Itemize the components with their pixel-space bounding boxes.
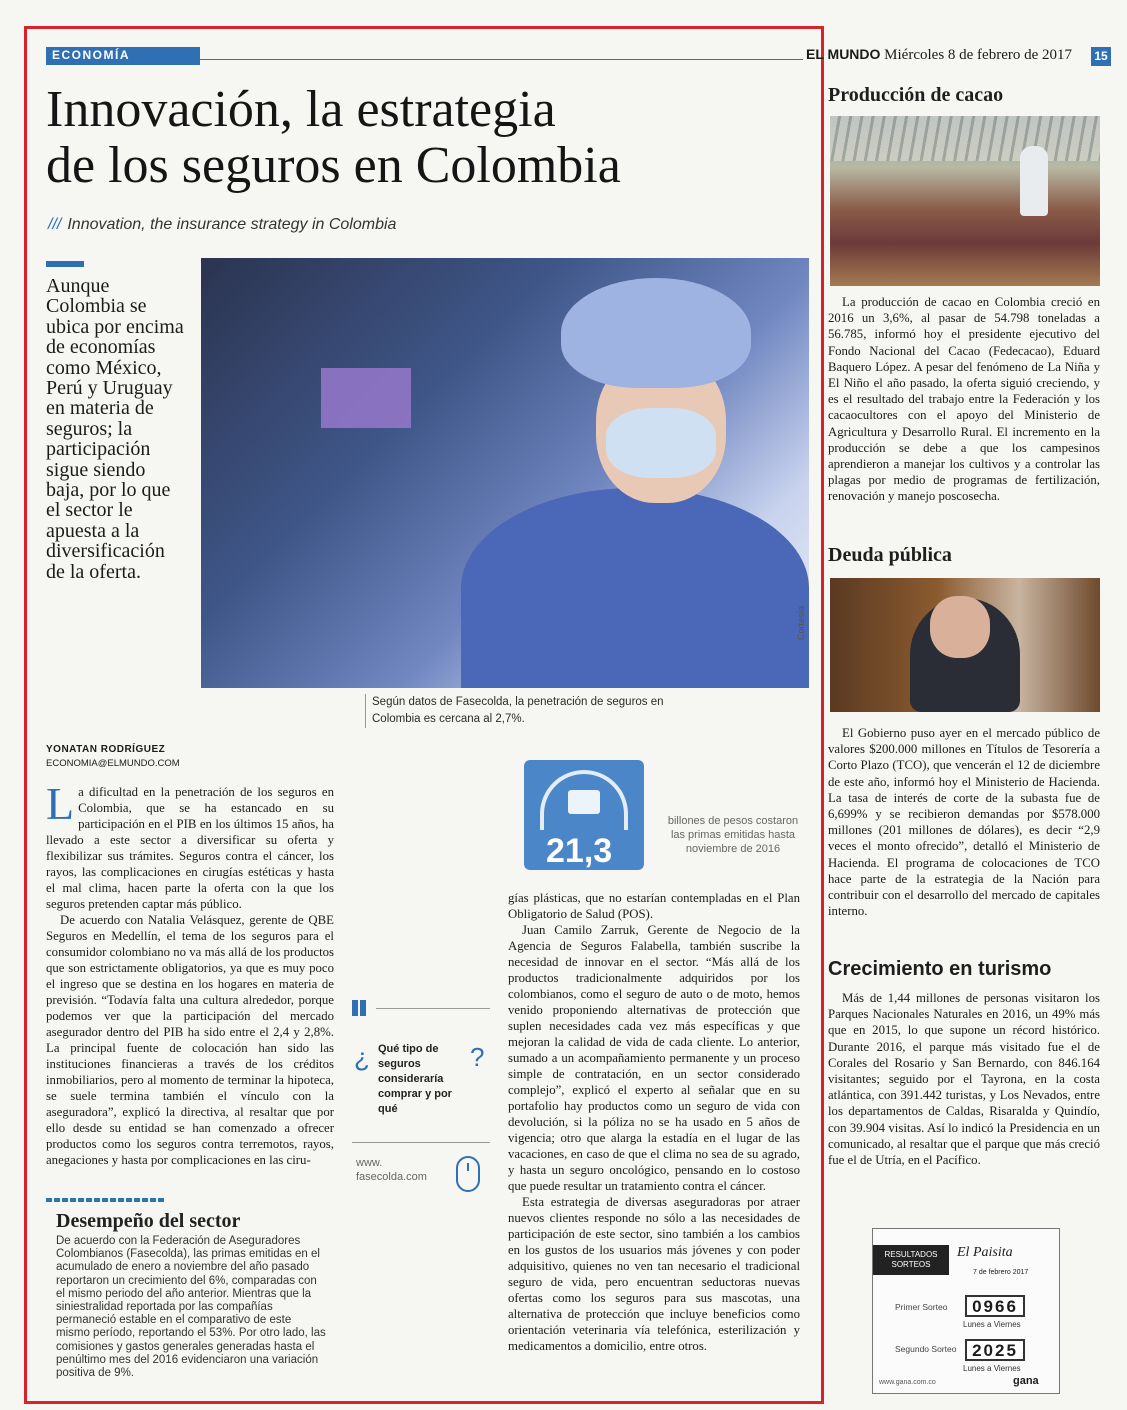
photo-credit: Cortesía — [796, 605, 806, 640]
section-rule — [200, 59, 803, 60]
first-draw-label: Primer Sorteo — [895, 1302, 948, 1312]
sector-body: De acuerdo con la Federación de Aseguradores Colombianos (Fasecolda), las primas emitidas en el acumulado de enero a noviembre del año pasado reportaron un crecimiento del 6%, comparadas con el mismo periodo del año anterior. Mientras que la siniestralidad reportada por las compañías permaneció estable en el comparativo de este mismo período, reportando el 53%. Por otro lado, las comisiones y gastos generales generadas hasta el penúltimo mes del 2016 evidenciaron una variación positiva de 9%. — [56, 1235, 326, 1380]
stat-description: billones de pesos costaron las primas emitidas hasta noviembre de 2016 — [667, 815, 799, 855]
lottery-header: RESULTADOS SORTEOS — [873, 1245, 949, 1275]
poll-question: Qué tipo de seguros consideraría comprar y por qué — [378, 1043, 452, 1115]
headline — [46, 82, 806, 194]
paragraph-3: gías plásticas, que no estarían contempladas en el Plan Obligatorio de Salud (POS). — [508, 891, 800, 921]
cacao-photo — [830, 116, 1100, 286]
lottery-brand: El Paisita — [957, 1245, 1013, 1260]
poll-bars-icon — [352, 1000, 368, 1021]
first-draw-number: 0966 — [965, 1295, 1025, 1317]
reader-poll — [352, 1000, 490, 1206]
sector-rule — [46, 1198, 164, 1202]
article-column-3 — [508, 890, 800, 1354]
author-name: YONATAN RODRÍGUEZ — [46, 744, 166, 755]
masthead — [806, 46, 1072, 64]
turismo-title: Crecimiento en turismo — [828, 958, 1052, 980]
paragraph-5: Esta estrategia de diversas aseguradoras por atraer nuevos clientes responde no sólo a las necesidades de participación de este sector, sino también a los cambios en los gustos de los usuarios más jóvenes y con poder adquisitivo, quienes no ven tan necesario el tradicional seguro de vida, pero encuentran seductoras nuevas ofertas como los seguros para sus mascotas, una alternativa de protección que incluye beneficios como orientación veterinaria vía telefónica, esterilización y medicamentos a domicilio, entre otros. — [508, 1195, 800, 1353]
subline-text: Innovation, the insurance strategy in Colombia — [67, 216, 397, 233]
subline-slashes: /// — [48, 216, 62, 233]
minister-photo — [830, 578, 1100, 712]
lottery-ad — [872, 1228, 1060, 1394]
gana-logo: gana — [1013, 1375, 1039, 1387]
paragraph-1: a dificultad en la penetración de los seguros en Colombia, que se ha estancado en su participación en el PIB en los últimos 15 años, ha llevado a este sector a diversificar su oferta y flexibilizar sus trámites. Seguros contra el cáncer, los rayos, las complicaciones en cirugías estéticas y hasta el mal clima, hacen parte la oferta con la que los seguros pretenden captar más público. — [46, 785, 334, 911]
masthead-brand: EL MUNDO — [806, 46, 881, 62]
author-email: ECONOMIA@ELMUNDO.COM — [46, 758, 180, 769]
headline-line-2: de los seguros en Colombia — [46, 137, 621, 194]
second-draw-days: Lunes a Viernes — [963, 1364, 1021, 1373]
poll-url[interactable]: www. fasecolda.com — [356, 1157, 427, 1183]
section-tag: ECONOMÍA — [46, 47, 200, 65]
photo-caption: Según datos de Fasecolda, la penetración de seguros en Colombia es cercana al 2,7%. — [365, 694, 665, 728]
page-number: 15 — [1091, 47, 1111, 66]
english-subline — [48, 216, 396, 234]
headline-line-1: Innovación, la estrategia — [46, 81, 556, 138]
masthead-date: Miércoles 8 de febrero de 2017 — [884, 47, 1073, 63]
first-draw-days: Lunes a Viernes — [963, 1320, 1021, 1329]
deuda-title: Deuda pública — [828, 544, 952, 566]
question-open-icon: ¿ — [354, 1042, 370, 1072]
stat-value: 21,3 — [546, 832, 613, 870]
cacao-body: La producción de cacao en Colombia creció en 2016 un 3,6%, al pasar de 54.798 toneladas a 56.785, informó hoy el presidente ejecutivo del Fondo Nacional del Cacao (Fedecacao), Eduard Baquero López. A pesar del fenómeno de La Niña y El Niño el año pasado, la oferta siguió creciendo, y es el resultado del trabajo entre la Federación y los cacaocultores con el apoyo del Ministerio de Agricultura y Desarrollo Rural. El incremento en la producción se debe a que los campesinos aprendieron a manejar los cultivos y a controlar las plagas por medio de programas de fertilización, renovación y manejo poscosecha. — [828, 295, 1100, 504]
question-close-icon: ? — [470, 1042, 485, 1072]
article-column-1 — [46, 778, 334, 1168]
drop-cap: L — [46, 778, 75, 829]
paragraph-2: De acuerdo con Natalia Velásquez, gerente de QBE Seguros en Medellín, el tema de los seguros para el consumidor colombiano no va más allá de los productos que son estrictamente obligatorios, ya que es muy poco el ingreso que se destina en los hogares en materia de previsión. “Todavía falta una cultura alrededor, porque podemos ver que la participación del mercado asegurador dentro del PIB ha sido entre el 2,4 y 2,8%. La principal fuente de colocación han sido las instituciones financieras a través de los créditos inmobiliarios, pero al momento de terminar la hipoteca, se suele termina también el vínculo con la aseguradora”, explicó la directiva, al resaltar que por ello desde su entidad se han comenzado a ofrecer productos como los seguros contra terremotos, rayos, anegaciones y hasta por complicaciones en las ciru- — [46, 913, 334, 1167]
mouse-icon — [456, 1156, 480, 1192]
second-draw-number: 2025 — [965, 1339, 1025, 1361]
surgeon-photo — [201, 258, 809, 688]
deuda-body: El Gobierno puso ayer en el mercado público de valores $200.000 millones en Títulos de Tesorería a Corto Plazo (TCO), que vencerán el 12 de diciembre de este año, informó hoy el Ministerio de Hacienda. La tasa de interés de corte de la subasta fue de 6,699% y se recibieron demandas por $578.000 millones (201 millones de dólares), es decir “2,9 veces el monto ofrecido”, detalló el Ministerio de Hacienda. El programa de colocaciones de TCO hace parte de la estrategia de la Nación para contribuir con el desarrollo del mercado de capitales interno. — [828, 726, 1100, 919]
deck-marker — [46, 261, 84, 267]
lottery-date: 7 de febrero 2017 — [973, 1269, 1029, 1276]
turismo-body: Más de 1,44 millones de personas visitaron los Parques Nacionales Naturales en 2016, un 49% más que en 2015, lo que supone un récord histórico. Durante 2016, el parque más visitado fue el de Corales del Rosario y San Bernardo, con 846.164 visitantes; seguido por el Tayrona, en la costa atlántica, con 391.442 turistas, y Los Nevados, entre los departamentos de Caldas, Risaralda y Quindío, con 39.904 visitas. Así lo indicó la Presidencia en un comunicado, al resaltar que el parque que más creció fue el de Utría, en el Pacífico. — [828, 991, 1100, 1168]
sector-title: Desempeño del sector — [56, 1210, 241, 1232]
lottery-url[interactable]: www.gana.com.co — [879, 1379, 936, 1386]
paragraph-4: Juan Camilo Zarruk, Gerente de Negocio de la Agencia de Seguros Falabella, también suscribe la necesidad de innovar en el sector. “Más allá de los productos tradicionalmente adquiridos por los colombianos, como el seguro de auto o de moto, hemos venido proponiendo alternativas de protección que suplen necesidades cada vez más específicas y que mejoran la calidad de vida de cada cliente. Lo anterior, sumado a un acompañamiento permanente y un proceso simple de contratación, en un sector considerado complejo”, explicó el experto al señalar que en su portafolio hay productos como un seguro de vida con devolución, si la póliza no se ha usado en 5 años de vigencia; otro que alarga la estadía en el lugar de las vacaciones, en caso de que el clima no sea de su agrado, y hasta un seguro oncológico, pensando en lo costoso que puede resultar un tratamiento contra el cáncer. — [508, 923, 800, 1193]
cacao-title: Producción de cacao — [828, 84, 1004, 106]
deck-summary: Aunque Colombia se ubica por encima de economías como México, Perú y Uruguay en materia de seguros; la participación sigue siendo baja, por lo que el sector le apuesta a la diversificación de la oferta. — [46, 275, 184, 583]
second-draw-label: Segundo Sorteo — [895, 1344, 957, 1354]
